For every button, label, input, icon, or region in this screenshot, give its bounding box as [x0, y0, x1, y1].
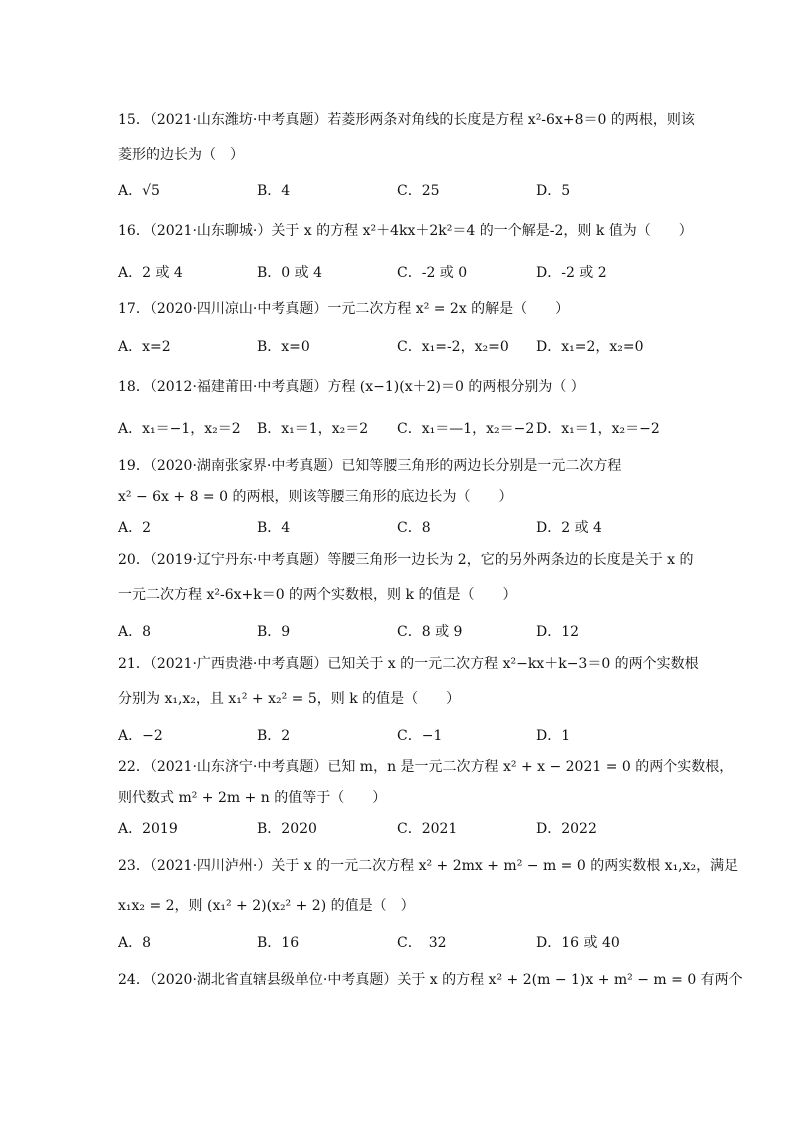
option-d: D．-2 或 2 — [536, 265, 607, 281]
question-18-options — [118, 420, 678, 438]
option-c: C． 32 — [397, 935, 447, 951]
option-a: A．2 — [118, 520, 152, 536]
question-22-line-1: 22．（2021·山东济宁·中考真题）已知 m，n 是一元二次方程 x² + x − 2021 = 0 的两个实数根， — [118, 759, 734, 775]
option-c: C．8 — [397, 520, 431, 536]
question-21-options — [118, 727, 678, 745]
question-23-line-1: 23．（2021·四川泸州·）关于 x 的一元二次方程 x² + 2mx + m² − m = 0 的两实数根 x₁,x₂，满足 — [118, 858, 739, 874]
option-b: B．16 — [257, 935, 300, 951]
option-a: A．x₁＝−1，x₂＝2 — [118, 421, 241, 437]
option-b: B．4 — [257, 520, 291, 536]
question-15-line-1: 15．（2021·山东潍坊·中考真题）若菱形两条对角线的长度是方程 x²-6x+8＝0 的两根，则该 — [118, 112, 695, 128]
option-c: C．x₁＝—1，x₂＝−2 — [397, 421, 535, 437]
option-c: C．8 或 9 — [397, 624, 463, 640]
option-a: A．8 — [118, 624, 152, 640]
option-a: A．√5 — [118, 183, 160, 199]
question-17-options — [118, 338, 678, 356]
option-a: A．2 或 4 — [118, 265, 183, 281]
option-d: D．12 — [536, 624, 580, 640]
question-16-options — [118, 264, 678, 282]
option-a: A．8 — [118, 935, 152, 951]
option-d: D．1 — [536, 728, 571, 744]
question-15-options — [118, 182, 678, 200]
question-21-line-2: 分别为 x₁,x₂，且 x₁² + x₂² = 5，则 k 的值是（ ） — [118, 691, 461, 707]
question-19-line-2: x² − 6x + 8 = 0 的两根，则该等腰三角形的底边长为（ ） — [118, 489, 513, 505]
question-15-line-2: 菱形的边长为（ ） — [118, 147, 244, 163]
question-20-line-1: 20．（2019·辽宁丹东·中考真题）等腰三角形一边长为 2，它的另外两条边的长度是关于 x 的 — [118, 552, 694, 568]
option-d: D．16 或 40 — [536, 935, 620, 951]
option-b: B．4 — [257, 183, 291, 199]
option-c: C．-2 或 0 — [397, 265, 468, 281]
option-c: C．x₁=-2，x₂=0 — [397, 339, 509, 355]
question-17-line-1: 17．（2020·四川凉山·中考真题）一元二次方程 x² = 2x 的解是（ ） — [118, 301, 570, 317]
question-22-options — [118, 820, 678, 838]
question-24-line-1: 24．（2020·湖北省直辖县级单位·中考真题）关于 x 的方程 x² + 2(m − 1)x + m² − m = 0 有两个 — [118, 972, 743, 988]
option-b: B．0 或 4 — [257, 265, 323, 281]
option-d: D．2 或 4 — [536, 520, 602, 536]
question-18-line-1: 18．（2012·福建莆田·中考真题）方程 (x−1)(x＋2)＝0 的两根分别为（ ） — [118, 379, 585, 395]
option-c: C．−1 — [397, 728, 443, 744]
option-d: D．5 — [536, 183, 571, 199]
option-d: D．x₁=2，x₂=0 — [536, 339, 644, 355]
question-20-line-2: 一元二次方程 x²-6x+k＝0 的两个实数根，则 k 的值是（ ） — [118, 587, 517, 603]
option-a: A．x=2 — [118, 339, 171, 355]
option-a: A．−2 — [118, 728, 163, 744]
option-b: B．x₁＝1，x₂＝2 — [257, 421, 369, 437]
option-b: B．2020 — [257, 821, 317, 837]
question-22-line-2: 则代数式 m² + 2m + n 的值等于（ ） — [118, 790, 387, 806]
option-b: B．9 — [257, 624, 291, 640]
question-23-options — [118, 934, 678, 952]
option-b: B．x=0 — [257, 339, 310, 355]
question-21-line-1: 21．（2021·广西贵港·中考真题）已知关于 x 的一元二次方程 x²−kx＋k−3＝0 的两个实数根 — [118, 656, 699, 672]
question-23-line-2: x₁x₂ = 2，则 (x₁² + 2)(x₂² + 2) 的值是（ ） — [118, 898, 415, 914]
option-c: C．2021 — [397, 821, 458, 837]
question-19-options — [118, 519, 678, 537]
option-b: B．2 — [257, 728, 291, 744]
option-d: D．2022 — [536, 821, 597, 837]
question-19-line-1: 19．（2020·湖南张家界·中考真题）已知等腰三角形的两边长分别是一元二次方程 — [118, 458, 622, 474]
option-d: D．x₁＝1，x₂＝−2 — [536, 421, 660, 437]
question-16-line-1: 16．（2021·山东聊城·）关于 x 的方程 x²＋4kx＋2k²＝4 的一个解是-2，则 k 值为（ ） — [118, 223, 693, 239]
option-a: A．2019 — [118, 821, 178, 837]
option-c: C．25 — [397, 183, 440, 199]
question-20-options — [118, 623, 678, 641]
